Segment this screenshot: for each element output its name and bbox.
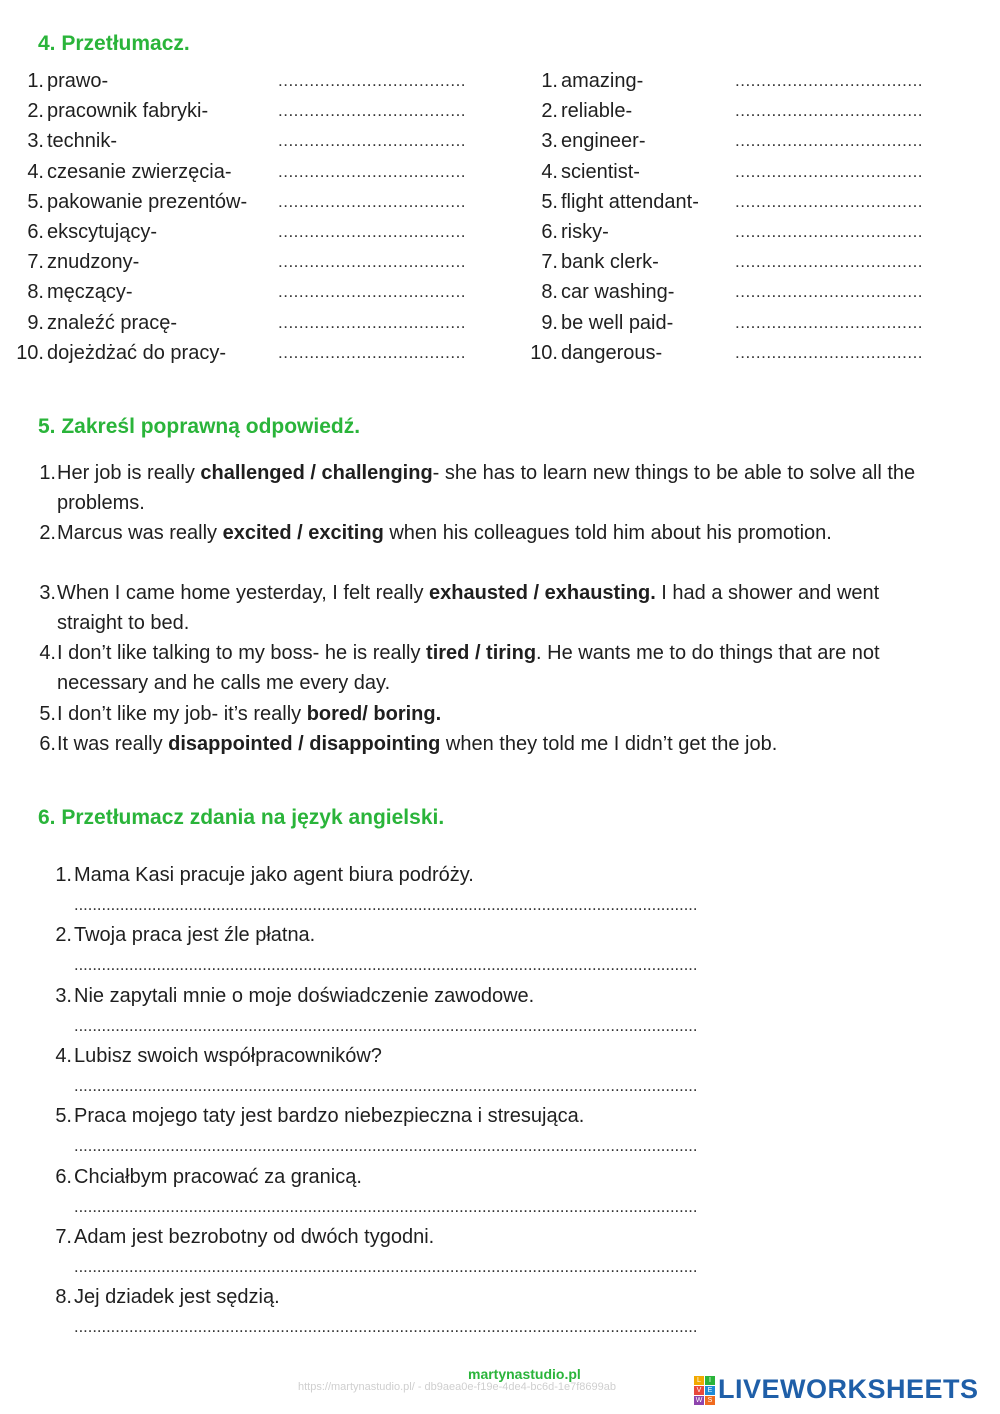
sentence-text: Lubisz swoich współpracowników?: [74, 1044, 382, 1067]
question-text: [57, 458, 936, 518]
answer-blank[interactable]: ....................................: [735, 282, 924, 302]
answer-blank[interactable]: ....................................: [735, 252, 924, 272]
text-before: Her job is really: [57, 462, 201, 484]
vocab-word: dangerous-: [561, 341, 663, 364]
logo-tile: I: [705, 1376, 715, 1385]
item-number: 9.: [27, 311, 44, 334]
answer-blank[interactable]: ....................................: [735, 131, 924, 151]
question-item: [36, 578, 936, 638]
sentence-text: Adam jest bezrobotny od dwóch tygodni.: [74, 1225, 435, 1248]
vocab-word: bank clerk-: [561, 251, 659, 274]
liveworksheets-logo: [694, 1374, 979, 1405]
answer-blank[interactable]: ........................................................................................................................................: [74, 956, 698, 975]
text-after: I had a shower and went straight to bed.: [57, 582, 880, 634]
source-url: https://martynastudio.pl/ - db9aea0e-f19e-4de4-bc6d-1e7f8699ab: [298, 1381, 616, 1393]
item-number: 7.: [27, 251, 44, 274]
section-6-heading: 6. Przetłumacz zdania na język angielski.: [38, 806, 445, 829]
vocab-word: ekscytujący-: [47, 221, 158, 243]
text-after: when they told me I didn’t get the job.: [440, 733, 778, 755]
question-text: [57, 518, 936, 548]
sentence-text: Nie zapytali mnie o moje doświadczenie zawodowe.: [74, 984, 535, 1007]
answer-options[interactable]: disappointed / disappointing: [168, 733, 441, 755]
sentence-text: Chciałbym pracować za granicą.: [74, 1165, 362, 1188]
vocab-word: znudzony-: [47, 251, 140, 274]
answer-blank[interactable]: ....................................: [735, 71, 924, 90]
item-number: 9.: [541, 311, 558, 334]
answer-options[interactable]: tired / tiring: [426, 642, 537, 664]
question-item: [36, 729, 936, 759]
vocab-word: męczący-: [47, 281, 133, 304]
item-number: 3.: [27, 130, 44, 153]
vocab-word: prawo-: [47, 70, 109, 92]
question-item: [36, 699, 936, 729]
answer-blank[interactable]: ........................................................................................................................................: [74, 1137, 698, 1156]
liveworksheets-wordmark: LIVEWORKSHEETS: [718, 1374, 979, 1404]
item-number: 5.: [39, 703, 56, 725]
answer-blank[interactable]: ....................................: [278, 282, 467, 302]
question-text: [57, 699, 936, 729]
item-number: 4.: [55, 1044, 72, 1067]
answer-blank[interactable]: ....................................: [735, 101, 924, 121]
item-number: 1.: [27, 70, 44, 92]
vocab-word: dojeżdżać do pracy-: [47, 341, 226, 364]
item-number: 1.: [39, 462, 56, 484]
item-number: 6.: [39, 733, 56, 755]
item-number: 7.: [541, 251, 558, 274]
answer-options[interactable]: challenged / challenging: [200, 462, 433, 484]
item-number: 4.: [27, 160, 44, 183]
answer-blank[interactable]: ........................................................................................................................................: [74, 1318, 698, 1337]
item-number: 2.: [39, 522, 56, 544]
vocab-word: flight attendant-: [561, 190, 699, 213]
vocab-word: scientist-: [561, 160, 640, 183]
vocab-word: czesanie zwierzęcia-: [47, 160, 232, 183]
item-number: 5.: [55, 1105, 72, 1128]
section-4-heading: 4. Przetłumacz.: [38, 32, 190, 55]
answer-blank[interactable]: ........................................................................................................................................: [74, 1016, 698, 1035]
logo-tile: V: [694, 1386, 704, 1395]
logo-tile: S: [705, 1396, 715, 1405]
item-number: 2.: [541, 100, 558, 123]
text-after: - she has to learn new things to be able to solve all the problems.: [57, 462, 916, 514]
item-number: 8.: [55, 1286, 72, 1309]
answer-blank[interactable]: ....................................: [735, 342, 924, 362]
answer-blank[interactable]: ....................................: [735, 161, 924, 181]
item-number: 4.: [39, 642, 56, 664]
answer-options[interactable]: exhausted / exhausting.: [429, 582, 656, 604]
text-before: I don’t like talking to my boss- he is really: [57, 642, 427, 664]
text-before: I don’t like my job- it’s really: [57, 703, 307, 725]
item-number: 8.: [541, 281, 558, 304]
vocab-word: engineer-: [561, 130, 646, 153]
question-text: [57, 729, 936, 759]
answer-blank[interactable]: ....................................: [278, 131, 467, 151]
item-number: 5.: [541, 190, 558, 213]
vocab-word: amazing-: [561, 70, 644, 92]
question-item: [36, 518, 936, 548]
answer-options[interactable]: bored/ boring.: [306, 703, 442, 725]
item-number: 1.: [541, 70, 558, 92]
question-item: [36, 638, 936, 698]
vocab-word: pracownik fabryki-: [47, 100, 209, 123]
question-text: [57, 578, 936, 638]
vocab-word: be well paid-: [561, 311, 674, 334]
answer-blank[interactable]: ....................................: [278, 222, 467, 241]
item-number: 8.: [27, 281, 44, 304]
item-number: 3.: [541, 130, 558, 153]
section-5-heading: 5. Zakreśl poprawną odpowiedź.: [38, 415, 361, 438]
vocab-word: car washing-: [561, 281, 675, 304]
answer-blank[interactable]: ....................................: [735, 312, 924, 332]
answer-blank[interactable]: ........................................................................................................................................: [74, 1197, 698, 1216]
item-number: 3.: [39, 582, 56, 604]
vocab-word: pakowanie prezentów-: [47, 190, 248, 213]
item-number: 2.: [27, 100, 44, 123]
sentence-text: Jej dziadek jest sędzią.: [74, 1286, 280, 1309]
brand-logo: martynastudio.pl: [468, 1366, 581, 1382]
question-item: [36, 458, 936, 518]
vocab-word: reliable-: [561, 100, 633, 123]
sentence-text: Mama Kasi pracuje jako agent biura podróży.: [74, 864, 474, 886]
text-after: when his colleagues told him about his promotion.: [383, 522, 832, 544]
answer-blank[interactable]: ....................................: [735, 222, 924, 241]
logo-tile: E: [705, 1386, 715, 1395]
answer-blank[interactable]: ....................................: [735, 191, 924, 211]
item-number: 10.: [530, 341, 558, 364]
sentence-text: Twoja praca jest źle płatna.: [74, 924, 316, 947]
vocab-word: technik-: [47, 130, 118, 153]
answer-blank[interactable]: ....................................: [278, 342, 467, 362]
item-number: 5.: [27, 190, 44, 213]
text-after: . He wants me to do things that are not necessary and he calls me every day.: [57, 642, 880, 694]
item-number: 1.: [55, 864, 72, 886]
item-number: 6.: [541, 221, 558, 243]
item-number: 10.: [16, 341, 44, 364]
item-number: 6.: [27, 221, 44, 243]
item-number: 6.: [55, 1165, 72, 1188]
answer-blank[interactable]: ........................................................................................................................................: [74, 896, 698, 914]
answer-options[interactable]: excited / exciting: [222, 522, 384, 544]
text-before: It was really: [57, 733, 169, 755]
vocab-word: risky-: [561, 221, 609, 243]
answer-blank[interactable]: ....................................: [278, 101, 467, 121]
answer-blank[interactable]: ....................................: [278, 191, 467, 211]
sentence-text: Praca mojego taty jest bardzo niebezpieczna i stresująca.: [74, 1105, 585, 1128]
answer-blank[interactable]: ....................................: [278, 161, 467, 181]
item-number: 3.: [55, 984, 72, 1007]
liveworksheets-icon: [694, 1376, 714, 1404]
answer-blank[interactable]: ........................................................................................................................................: [74, 1257, 698, 1276]
text-before: When I came home yesterday, I felt really: [57, 582, 430, 604]
answer-blank[interactable]: ........................................................................................................................................: [74, 1076, 698, 1095]
question-text: [57, 638, 936, 698]
logo-tile: W: [695, 1396, 703, 1404]
answer-blank[interactable]: ....................................: [278, 252, 467, 272]
logo-tile: L: [694, 1376, 704, 1385]
item-number: 7.: [55, 1225, 72, 1248]
item-number: 2.: [55, 924, 72, 947]
item-number: 4.: [541, 160, 558, 183]
text-before: Marcus was really: [57, 522, 223, 544]
answer-blank[interactable]: ....................................: [278, 71, 467, 90]
answer-blank[interactable]: ....................................: [278, 312, 467, 332]
vocab-word: znaleźć pracę-: [47, 311, 178, 334]
